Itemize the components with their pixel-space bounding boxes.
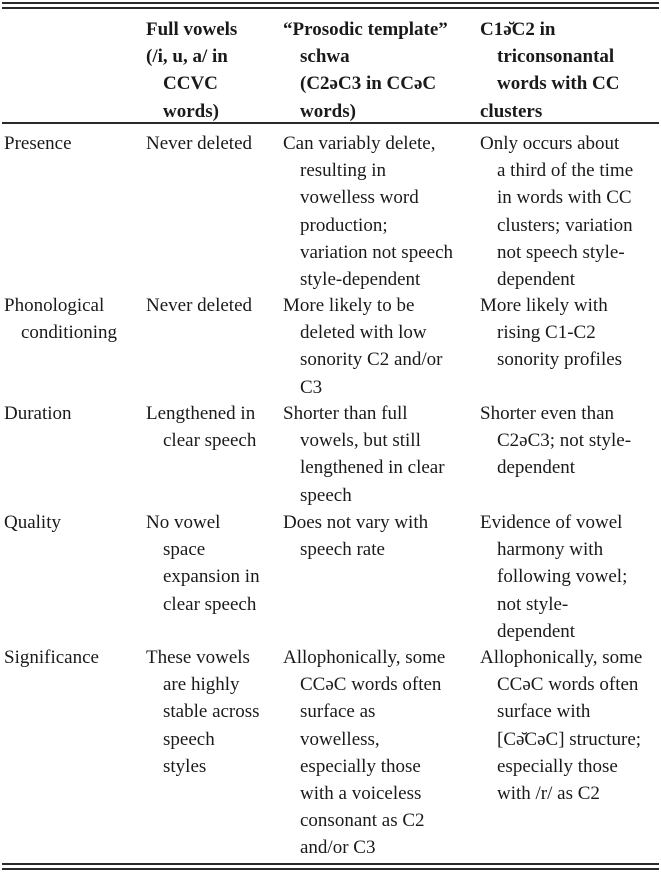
cell-prosodic-schwa: Allophonically, some CCəC words often surface as vowelless, especially those with a voiceless consonant as C2 and/or C3 <box>283 647 446 859</box>
row-label: Duration <box>4 403 72 424</box>
header-full-vowels: Full vowels (/i, u, a/ in CCVC words) <box>146 19 238 122</box>
cell-prosodic-schwa: More likely to be deleted with low sonority C2 and/or C3 <box>283 295 443 398</box>
cell-full-vowels: These vowels are highly stable across speech styles <box>146 647 260 777</box>
cell-c1-c2-schwa: More likely with rising C1-C2 sonority profiles <box>480 295 623 371</box>
cell-full-vowels: Lengthened in clear speech <box>146 403 257 452</box>
row-label: Quality <box>4 512 61 533</box>
cell-full-vowels: No vowel space expansion in clear speech <box>146 512 260 615</box>
row-label: Significance <box>4 647 99 668</box>
top-rule-inner <box>2 7 659 9</box>
header-c1-c2-schwa: C1ə̆C2 in triconsonantal words with CC clusters <box>480 19 620 122</box>
cell-prosodic-schwa: Can variably delete, resulting in vowelless word production; variation not speech style-dependent <box>283 133 454 291</box>
cell-prosodic-schwa: Does not vary with speech rate <box>283 512 429 561</box>
bottom-rule <box>2 868 659 870</box>
cell-c1-c2-schwa: Evidence of vowel harmony with following vowel; not style- dependent <box>480 512 628 642</box>
header-prosodic-schwa: “Prosodic template” schwa (C2əC3 in CCəC words) <box>283 19 448 122</box>
cell-c1-c2-schwa: Shorter even than C2əC3; not style- dependent <box>480 403 632 479</box>
row-label: Presence <box>4 133 72 154</box>
bottom-rule-inner <box>2 863 659 865</box>
top-rule <box>2 2 659 4</box>
cell-full-vowels: Never deleted <box>146 133 253 154</box>
cell-c1-c2-schwa: Only occurs about a third of the time in words with CC clusters; variation not speech style- dependent <box>480 133 634 291</box>
row-label: Phonological conditioning <box>4 295 118 344</box>
cell-full-vowels: Never deleted <box>146 295 253 316</box>
cell-prosodic-schwa: Shorter than full vowels, but still lengthened in clear speech <box>283 403 445 506</box>
cell-c1-c2-schwa: Allophonically, some CCəC words often surface with [Cə̆CəC] structure; especially those with /r/ as C2 <box>480 647 643 805</box>
